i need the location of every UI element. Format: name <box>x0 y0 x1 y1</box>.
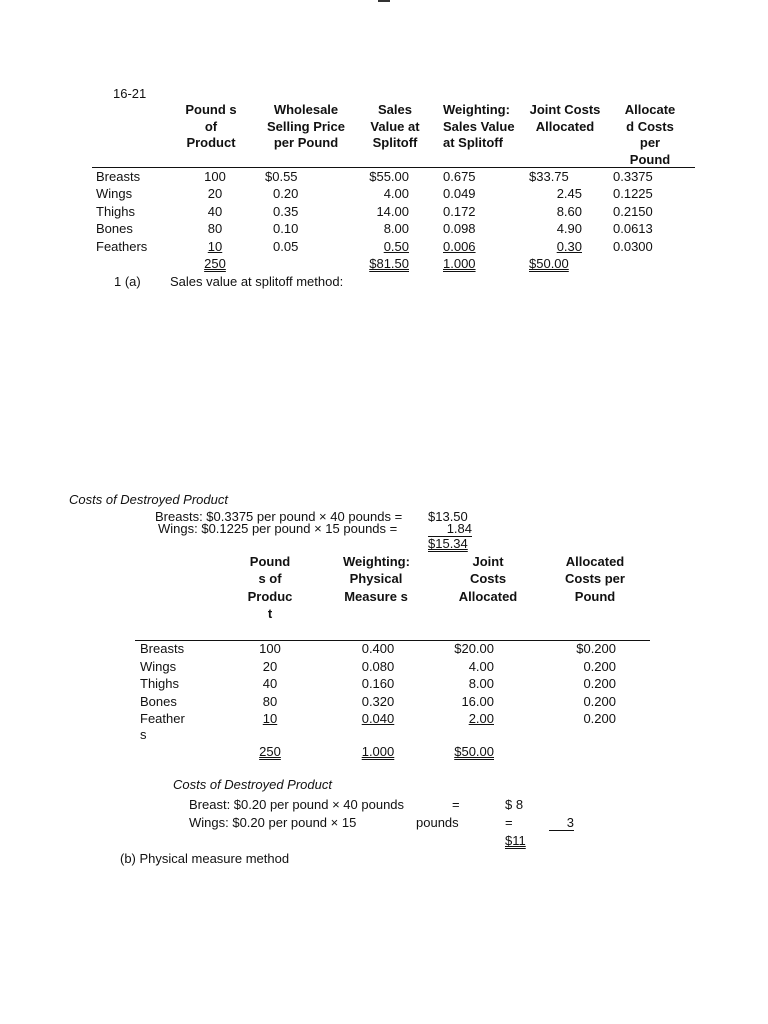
t1-row-price: 0.10 <box>273 221 299 236</box>
destroyed1-line1: Breasts: $0.3375 per pound × 40 pounds = <box>155 509 403 524</box>
t1-row-weighting: 0.172 <box>443 204 476 219</box>
t2-row-joint: 16.00 <box>461 694 494 709</box>
t1-row-alloc: 0.2150 <box>613 204 653 219</box>
t1-row-weighting: 0.006 <box>443 239 476 254</box>
destroyed2-line2-eq: = <box>505 815 513 830</box>
t2-row-joint: 2.00 <box>468 711 494 726</box>
t1-row-price: 0.20 <box>273 186 299 201</box>
t2-total-joint: $50.00 <box>454 744 494 759</box>
t1-header-alloc: Allocate d Costs per Pound <box>624 102 676 167</box>
t1-row-sales: 0.50 <box>383 239 409 254</box>
t1-row-alloc: 0.0613 <box>613 221 653 236</box>
destroyed2-line1-eq: = <box>452 797 460 812</box>
t2-total-weighting: 1.000 <box>361 744 395 759</box>
t1-row-sales: 14.00 <box>376 204 409 219</box>
t2-row-product: Feather s <box>140 711 185 742</box>
method-a-title: Sales value at splitoff method: <box>170 274 344 289</box>
t1-header-weighting: Weighting: Sales Value at Splitoff <box>443 102 515 150</box>
destroyed1-line1-amount: $13.50 <box>428 509 468 524</box>
t2-row-alloc: 0.200 <box>583 694 616 709</box>
t2-row-product: Wings <box>140 659 177 674</box>
t1-total-pounds: 250 <box>204 256 226 271</box>
t1-header-price: Wholesale Selling Price per Pound <box>266 102 346 150</box>
t1-total-weighting: 1.000 <box>443 256 476 271</box>
destroyed2-line2: Wings: $0.20 per pound × 15 <box>189 815 357 830</box>
destroyed1-line2-amount: 1.84 <box>428 521 472 537</box>
t1-row-price: 0.35 <box>273 204 299 219</box>
t2-header-alloc: Allocated Costs per Pound <box>565 554 625 604</box>
t2-row-alloc: 0.200 <box>583 711 616 726</box>
t2-row-pounds: 100 <box>259 641 281 656</box>
t2-row-weighting: 0.400 <box>361 641 395 656</box>
t1-row-sales: $55.00 <box>369 169 409 184</box>
destroyed2-title: Costs of Destroyed Product <box>173 777 332 792</box>
t1-row-product: Wings <box>96 186 133 201</box>
t2-row-alloc: 0.200 <box>583 676 616 691</box>
problem-number: 16-21 <box>113 86 147 101</box>
t1-row-alloc: 0.1225 <box>613 186 653 201</box>
t2-header-pounds: Pound s of Produc t <box>247 554 293 621</box>
t2-row-product: Bones <box>140 694 177 709</box>
t2-row-pounds: 80 <box>262 694 278 709</box>
t1-row-pounds: 100 <box>204 169 226 184</box>
t1-row-sales: 8.00 <box>383 221 409 236</box>
t1-row-product: Feathers <box>96 239 148 254</box>
t2-row-pounds: 10 <box>262 711 278 726</box>
t1-row-sales: 4.00 <box>383 186 409 201</box>
destroyed2-line1-amount: $ 8 <box>505 797 524 812</box>
t1-row-joint: 0.30 <box>556 239 582 254</box>
t1-row-weighting: 0.675 <box>443 169 476 184</box>
t1-total-sales: $81.50 <box>369 256 409 271</box>
t2-row-alloc: 0.200 <box>583 659 616 674</box>
t1-row-product: Breasts <box>96 169 141 184</box>
destroyed2-line2-amount: 3 <box>549 815 574 831</box>
t1-row-pounds: 40 <box>207 204 223 219</box>
t2-header-joint: Joint Costs Allocated <box>458 554 518 604</box>
t1-row-pounds: 10 <box>207 239 223 254</box>
destroyed2-line1: Breast: $0.20 per pound × 40 pounds <box>189 797 405 812</box>
t2-row-product: Thighs <box>140 676 180 691</box>
page-header-mark <box>378 0 390 2</box>
t1-row-price: $0.55 <box>265 169 298 184</box>
t2-row-weighting: 0.080 <box>361 659 395 674</box>
t2-row-weighting: 0.040 <box>361 711 395 726</box>
t1-row-product: Bones <box>96 221 133 236</box>
t2-row-joint: 4.00 <box>468 659 494 674</box>
t2-row-pounds: 40 <box>262 676 278 691</box>
t1-row-alloc: 0.3375 <box>613 169 653 184</box>
t1-row-weighting: 0.049 <box>443 186 476 201</box>
destroyed2-total: $11 <box>505 833 526 848</box>
t2-row-weighting: 0.160 <box>361 676 395 691</box>
t1-header-rule <box>92 167 695 168</box>
t1-total-joint: $50.00 <box>529 256 569 271</box>
t1-header-sales: Sales Value at Splitoff <box>370 102 420 150</box>
destroyed2-line2-unit: pounds <box>416 815 459 830</box>
t1-row-pounds: 20 <box>207 186 223 201</box>
t1-row-joint: 8.60 <box>556 204 582 219</box>
t1-row-product: Thighs <box>96 204 136 219</box>
t1-row-joint: $33.75 <box>529 169 569 184</box>
t2-row-alloc: $0.200 <box>576 641 616 656</box>
method-b-title: (b) Physical measure method <box>120 851 290 866</box>
method-a-label: 1 (a) <box>114 274 141 289</box>
t2-row-joint: $20.00 <box>454 641 494 656</box>
t2-total-pounds: 250 <box>259 744 281 759</box>
destroyed1-line2: Wings: $0.1225 per pound × 15 pounds = <box>158 521 398 536</box>
t2-header-weighting: Weighting: Physical Measure s <box>343 554 410 604</box>
t1-row-joint: 2.45 <box>556 186 582 201</box>
t2-row-pounds: 20 <box>262 659 278 674</box>
t1-row-pounds: 80 <box>207 221 223 236</box>
t1-row-joint: 4.90 <box>556 221 582 236</box>
t1-row-price: 0.05 <box>273 239 299 254</box>
t2-row-product: Breasts <box>140 641 185 656</box>
t1-row-alloc: 0.0300 <box>613 239 653 254</box>
t2-row-weighting: 0.320 <box>361 694 395 709</box>
t1-header-joint: Joint Costs Allocated <box>529 102 601 134</box>
t1-header-pounds: Pound s of Product <box>185 102 237 150</box>
t2-row-joint: 8.00 <box>468 676 494 691</box>
destroyed1-title: Costs of Destroyed Product <box>69 492 228 507</box>
destroyed1-total: $15.34 <box>428 536 468 551</box>
t1-row-weighting: 0.098 <box>443 221 476 236</box>
